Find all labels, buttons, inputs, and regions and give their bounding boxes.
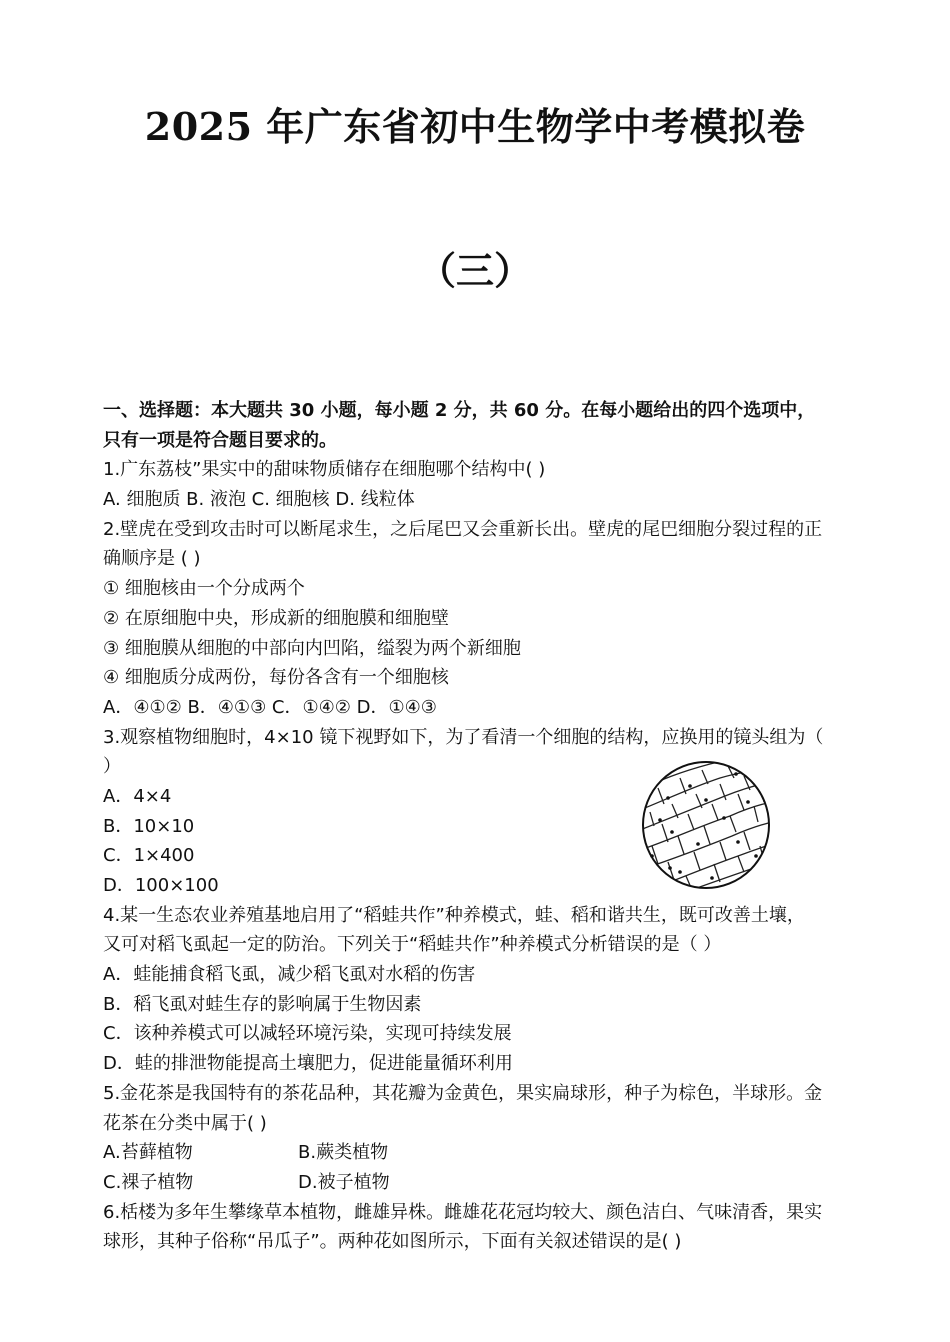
question-4-option-d: D．蛙的排泄物能提高土壤肥力，促进能量循环利用 [103, 1053, 513, 1075]
question-3-option-d: D．100×100 [103, 875, 219, 896]
question-5-options-row-2 [103, 1168, 873, 1198]
question-5-option-c: C.裸子植物 [103, 1171, 194, 1193]
question-5-option-a: A.苔藓植物 [103, 1142, 193, 1164]
question-1-options: A. 细胞质 B. 液泡 C. 细胞核 D. 线粒体 [103, 489, 415, 511]
question-4-stem-line-1: 4.某一生态农业养殖基地启用了“稻蛙共作”种养模式，蛙、稻和谐共生，既可改善土壤， [103, 904, 805, 926]
question-2-options: A．④①② B．④①③ C．①④② D．①④③ [103, 696, 437, 718]
question-4-option-b: B．稻飞虱对蛙生存的影响属于生物因素 [103, 993, 422, 1015]
question-2-stem-line-1: 2.壁虎在受到攻击时可以断尾求生，之后尾巴又会重新长出。壁虎的尾巴细胞分裂过程的正 [103, 518, 823, 540]
question-3-option-b: B．10×10 [103, 815, 195, 837]
microscope-field-illustration [640, 760, 772, 890]
question-4-stem-line-2: 又可对稻飞虱起一定的防治。下列关于“稻蛙共作”种养模式分析错误的是（ ） [103, 934, 722, 956]
question-5-stem-line-1: 5.金花茶是我国特有的茶花品种，其花瓣为金黄色，果实扁球形，种子为棕色，半球形。金 [103, 1082, 823, 1104]
question-5-option-b: B.蕨类植物 [298, 1142, 389, 1164]
question-1-stem: 1.广东荔枝”果实中的甜味物质储存在细胞哪个结构中( ) [103, 459, 546, 481]
question-6-stem-line-1: 6.栝楼为多年生攀缘草本植物，雌雄异株。雌雄花花冠均较大、颜色洁白、气味清香，果实 [103, 1201, 823, 1223]
question-3-stem-line-1: 3.观察植物细胞时，4×10 镜下视野如下，为了看清一个细胞的结构，应换用的镜头组为（ [103, 726, 824, 748]
question-2-step-3: ③ 细胞膜从细胞的中部向内凹陷，缢裂为两个新细胞 [103, 637, 521, 659]
question-2-step-2: ② 在原细胞中央，形成新的细胞膜和细胞壁 [103, 607, 449, 629]
section-heading-line-1: 一、选择题：本大题共 30 小题，每小题 2 分，共 60 分。在每小题给出的四个选项中， [103, 400, 816, 421]
question-2-step-4: ④ 细胞质分成两份，每份各含有一个细胞核 [103, 667, 449, 689]
question-4-option-a: A．蛙能捕食稻飞虱，减少稻飞虱对水稻的伤害 [103, 964, 476, 986]
section-heading-line-2: 只有一项是符合题目要求的。 [103, 429, 337, 451]
exam-subtitle: （三） [417, 249, 532, 293]
question-3-option-a: A．4×4 [103, 785, 172, 807]
question-2-step-1: ① 细胞核由一个分成两个 [103, 578, 305, 600]
question-3-option-c: C．1×400 [103, 845, 195, 867]
question-5-options-row-1 [103, 1138, 873, 1168]
question-4-option-c: C．该种养模式可以减轻环境污染，实现可持续发展 [103, 1023, 512, 1045]
question-6-stem-line-2: 球形，其种子俗称“吊瓜子”。两种花如图所示，下面有关叙述错误的是( ) [103, 1231, 682, 1253]
question-3-stem-line-2: ） [103, 756, 121, 778]
question-2-stem-line-2: 确顺序是 ( ) [103, 548, 201, 570]
exam-title: 2025 年广东省初中生物学中考模拟卷 [144, 104, 806, 149]
question-5-option-d: D.被子植物 [298, 1171, 390, 1193]
question-5-stem-line-2: 花茶在分类中属于( ) [103, 1112, 267, 1134]
